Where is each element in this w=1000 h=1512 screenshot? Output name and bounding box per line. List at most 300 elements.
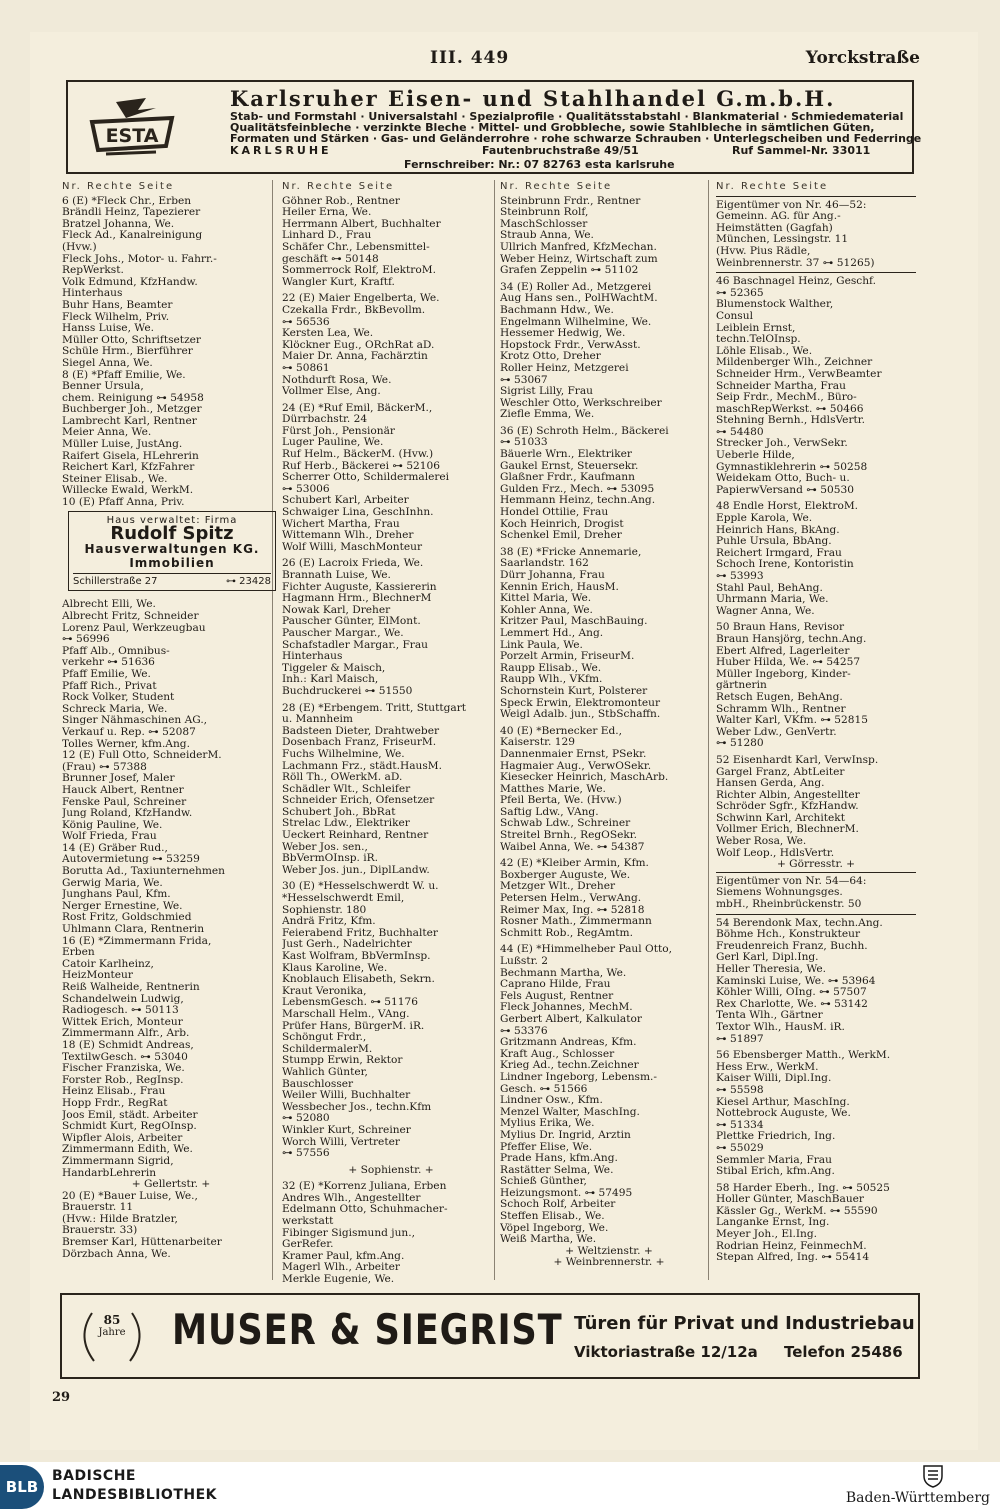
directory-entry: Schneider Erich, Ofensetzer [282,795,435,807]
directory-entry: Sophienstr. 180 [282,904,367,916]
directory-entry: Schramm Wlh., Rentner [716,703,846,715]
directory-entry: Ueckert Reinhard, Rentner [282,830,429,842]
directory-entry: Rost Fritz, Goldschmied [62,912,192,924]
directory-entry: Wolf Leop., HdlsVertr. [716,847,835,859]
directory-entry: Mylius Erika, We. [500,1118,595,1130]
directory-entry: 20 (E) *Bauer Luise, We., [62,1190,198,1202]
directory-entry: Strecker Joh., VerwSekr. [716,438,848,450]
directory-entry: Fichter Auguste, Kassiererin [282,581,437,593]
directory-entry: Schieß Günther, [500,1176,587,1188]
directory-entry: Brauerstr. 11 [62,1202,134,1214]
directory-entry: Junghans Paul, Kfm. [62,889,171,901]
directory-entry: Schoch Irene, Kontoristin [716,559,854,571]
directory-entry: Reichert Irmgard, Frau [716,547,842,559]
directory-entry: Sigrist Lilly, Frau [500,386,594,398]
directory-entry: Fleck Wilhelm, Priv. [62,311,170,323]
directory-entry: Albrecht Elli, We. [62,599,156,611]
directory-entry: Schreck Maria, We. [62,703,168,715]
library-name-line1: BADISCHE [52,1468,136,1484]
directory-entry: werkstatt [282,1216,334,1228]
directory-entry: Pfaff Alb., Omnibus- [62,645,170,657]
directory-entry: Zimmermann Alfr., Arb. [62,1028,190,1040]
directory-entry: Ruf Helm., BäckerM. (Hvw.) [282,449,434,461]
directory-entry: Bremser Karl, Hüttenarbeiter [62,1237,222,1249]
directory-entry: Gritzmann Andreas, Kfm. [500,1037,637,1049]
directory-entry: ⊶ 51897 [716,1033,764,1045]
directory-entry: Speck Erwin, Elektromonteur [500,697,661,709]
directory-entry: Jung Roland, KfzHandw. [62,808,193,820]
directory-entry: König Pauline, We. [62,819,163,831]
directory-entry: Schneider Hrm., VerwBeamter [716,368,882,380]
directory-entry: Eigentümer von Nr. 46—52: [716,199,867,211]
anniversary-badge [72,1303,152,1369]
directory-entry: 56 Ebensberger Matth., WerkM. [716,1050,891,1062]
directory-entry: Schöngut Frdr., [282,1032,367,1044]
directory-entry: Seip Frdr., MechM., Büro- [716,392,857,404]
directory-entry: Bechmann Martha, We. [500,967,627,979]
directory-entry: Kaminski Luise, We. ⊶ 53964 [716,975,876,987]
directory-entry: Hess Erw., WerkM. [716,1061,819,1073]
directory-entry: LebensmGesch. ⊶ 51176 [282,997,418,1009]
directory-entry: Fischer Franziska, We. [62,1063,185,1075]
directory-entry: Andrä Fritz, Kfm. [282,916,376,928]
directory-entry: Eigentümer von Nr. 54—64: [716,875,867,887]
directory-entry: TextilwGesch. ⊶ 53040 [62,1051,188,1063]
directory-entry: Edelmann Otto, Schuhmacher- [282,1204,448,1216]
directory-entry: Böhme Hch., Konstrukteur [716,929,861,941]
hausverwaltung-phone: ⊶ 23428 [226,575,271,587]
blb-logo[interactable]: BLB [0,1465,44,1509]
directory-entry: Fels August, Rentner [500,990,614,1002]
directory-entry: ⊶ 55598 [716,1084,764,1096]
directory-entry: Heinrich Hans, BkAng. [716,524,840,536]
directory-entry: 24 (E) *Ruf Emil, BäckerM., [282,402,433,414]
directory-entry: Steffen Elisab., We. [500,1211,605,1223]
directory-entry: Schandelwein Ludwig, [62,993,184,1005]
directory-entry: 40 (E) *Bernecker Ed., [500,725,623,737]
directory-entry: Merkle Eugenie, We. [282,1274,395,1286]
directory-entry: Raupp Wlh., VKfm. [500,674,603,686]
directory-entry: Lindner Osw., Kfm. [500,1095,603,1107]
directory-entry: Heizungsmont. ⊶ 57495 [500,1187,633,1199]
directory-entry: Hansen Gerda, Ang. [716,778,825,790]
directory-entry: + Sophienstr. + [348,1164,434,1176]
directory-entry: Mylius Dr. Ingrid, Ärztin [500,1129,631,1141]
column-header: Nr. Rechte Seite [500,181,613,192]
ad-product-line: Stab- und Formstahl · Universalstahl · Spezialprofile · Qualitätsstabstahl · Blankmaterial · Schmiedematerial [230,110,904,123]
directory-entry: Fibinger Sigismund jun., [282,1227,415,1239]
directory-entry: Bauschlosser [282,1078,354,1090]
directory-entry: ⊶ 54480 [716,426,764,438]
directory-entry: Singer Nähmaschinen AG., [62,715,208,727]
ad-bottom-phone: Telefon 25486 [784,1343,903,1361]
directory-entry: Schubert Joh., BbRat [282,806,396,818]
directory-entry: Zimmermann Edith, We. [62,1144,193,1156]
directory-entry: Volk Edmund, KfzHandw. [62,276,198,288]
directory-entry: Kohler Anna, We. [500,604,593,616]
directory-entry: (Hvw. Pius Rädle, [716,245,811,257]
directory-entry: Zimmermann Sigrid, [62,1155,174,1167]
column-header: Nr. Rechte Seite [62,181,175,192]
directory-entry: Lindner Ingeborg, Lebensm.- [500,1071,657,1083]
directory-entry: Fenske Paul, Schreiner [62,796,187,808]
directory-entry: Retsch Eugen, BehAng. [716,691,843,703]
directory-entry: Saftig Ldw., VAng. [500,806,599,818]
directory-entry: 10 (E) Pfaff Anna, Priv. [62,497,185,509]
directory-entry: 58 Harder Eberh., Ing. ⊶ 50525 [716,1182,890,1194]
directory-entry: + Weinbrennerstr. + [553,1257,665,1269]
directory-entry: Tiggeler & Maisch, [282,662,386,674]
directory-entry: Freudenreich Franz, Buchh. [716,940,868,952]
hausverwaltung-name: Rudolf Spitz [110,523,234,545]
directory-entry: u. Mannheim [282,714,353,726]
directory-entry: Caprano Hilde, Frau [500,979,611,991]
directory-entry: Lambrecht Karl, Rentner [62,415,197,427]
directory-entry: ⊶ 50861 [282,362,330,374]
directory-entry: ⊶ 57556 [282,1148,330,1160]
directory-entry: Hauck Albert, Rentner [62,784,184,796]
directory-entry: Saarlandstr. 162 [500,558,589,570]
directory-entry: Epple Karola, We. [716,513,813,525]
directory-entry: Hemmann Heinz, techn.Ang. [500,495,656,507]
directory-entry: Puhle Ursula, BbAng. [716,536,832,548]
directory-entry: 34 (E) Roller Ad., Metzgerei [500,281,652,293]
directory-entry: Vöpel Ingeborg, We. [500,1222,609,1234]
directory-column-4 [716,181,916,1264]
directory-entry: Badsteen Dieter, Drahtweber [282,725,440,737]
directory-column-3 [500,181,718,1269]
directory-entry: ⊶ 55029 [716,1142,764,1154]
ad-company-title: Karlsruher Eisen- und Stahlhandel G.m.b.H. [230,86,836,111]
directory-entry: Weschler Otto, Werkschreiber [500,397,662,409]
directory-entry: Schubert Karl, Arbeiter [282,495,409,507]
directory-entry: Heinz Elisab., Frau [62,1086,166,1098]
directory-entry: 54 Berendonk Max, techn.Ang. [716,917,883,929]
directory-entry: Fleck Johs., Motor- u. Fahrr.- [62,253,217,265]
anniversary-label: Jahre [98,1327,126,1338]
directory-entry: Brändli Heinz, Tapezierer [62,207,201,219]
directory-entry: Hinterhaus [62,288,123,300]
directory-entry: Rex Charlotte, We. ⊶ 53142 [716,998,868,1010]
directory-entry: Textor Wlh., HausM. iR. [716,1021,845,1033]
directory-entry: Dürrbachstr. 24 [282,414,368,426]
directory-entry: Willecke Ewald, WerkM. [62,485,194,497]
directory-entry: Pfeil Berta, We. (Hvw.) [500,795,622,807]
directory-entry: Brannath Luise, We. [282,570,391,581]
directory-entry: ⊶ 51033 [500,437,548,449]
directory-entry: Reimer Max, Ing. ⊶ 52818 [500,904,645,916]
directory-entry: Hopp Frdr., RegRat [62,1097,168,1109]
directory-entry: Winkler Kurt, Schreiner [282,1124,411,1136]
directory-entry: Hopstock Frdr., VerwAsst. [500,339,641,351]
directory-entry: Ueberle Hilde, [716,450,795,462]
directory-entry: Lachmann Frz., städt.HausM. [282,760,443,772]
directory-entry: 14 (E) Gräber Rud., [62,842,168,854]
directory-entry: Heller Theresia, We. [716,964,827,975]
directory-entry: Sommerrock Rolf, ElektroM. [282,265,436,277]
directory-entry: Czekalla Frdr., BkBevollm. [282,304,426,316]
directory-entry: Knoblauch Elisabeth, Sekrn. [282,974,435,986]
directory-entry: Steinbrunn Frdr., Rentner [500,195,641,207]
directory-entry: München, Lessingstr. 11 [716,234,849,246]
directory-entry: Schröder Sgfr., KfzHandw. [716,801,859,813]
directory-entry: Müller Otto, Schriftsetzer [62,334,201,346]
directory-entry: techn.TelOInsp. [716,334,801,346]
page-header-street: Yorckstraße [805,48,920,68]
ad-telex: Fernschreiber: Nr.: 07 82763 esta karlsruhe [404,158,675,171]
owner-notice [716,196,916,274]
directory-entry: Glaßner Frdr., Kaufmann [500,472,635,484]
directory-entry: (Hvw.: Hilde Bratzler, [62,1213,178,1225]
directory-entry: 36 (E) Schroth Helm., Bäckerei [500,425,669,437]
directory-entry: Weber Ldw., GenVertr. [716,726,837,738]
directory-entry: Metzger Wlt., Dreher [500,881,616,893]
directory-entry: Tolles Werner, kfm.Ang. [62,738,190,750]
directory-entry: Kiesel Arthur, MaschIng. [716,1096,850,1108]
directory-entry: Ebert Alfred, Lagerleiter [716,645,850,657]
ad-address: Fautenbruchstraße 49/51 [482,144,639,157]
hausverwaltung-line2: Immobilien [129,555,215,570]
directory-entry: Langanke Ernst, Ing. [716,1217,830,1229]
directory-entry: Krotz Otto, Dreher [500,351,601,363]
directory-entry: Weidekam Otto, Buch- u. [716,473,850,485]
directory-entry: Link Paula, We. [500,639,583,651]
directory-entry: + Görresstr. + [776,859,856,871]
directory-entry: Bratzel Johanna, We. [62,218,175,230]
directory-entry: Menzel Walter, MaschIng. [500,1106,640,1118]
directory-entry: Kersten Lea, We. [282,328,374,340]
directory-entry: Pfaff Rich., Privat [62,680,157,692]
directory-entry: Steiner Elisab., We. [62,473,168,485]
directory-entry: Siemens Wohnungsges. [716,887,843,899]
directory-entry: Huber Hilda, We. ⊶ 54257 [716,657,861,669]
directory-entry: Gerl Karl, Dipl.Ing. [716,952,819,964]
directory-entry: Reichert Karl, KfzFahrer [62,462,195,474]
entries-3 [500,196,718,1269]
directory-entry: Rock Volker, Student [62,692,175,704]
directory-entry: Köhler Willi, OIng. ⊶ 57507 [716,987,867,999]
directory-entry: Wittemann Wlh., Dreher [282,530,414,542]
directory-entry: Vollmer Erich, BlechnerM. [716,824,859,836]
hausverwaltung-label: Haus verwaltet: Firma [106,514,238,526]
directory-entry: PapierwVersand ⊶ 50530 [716,484,854,496]
entries-1b [62,599,280,1260]
directory-entry: Hondel Ottilie, Frau [500,507,609,519]
directory-entry: Weiler Willi, Buchhalter [282,1090,411,1102]
directory-entry: 6 (E) *Fleck Chr., Erben [62,195,192,207]
directory-entry: Wichert Martha, Frau [282,518,400,530]
directory-entry: ⊶ 51280 [716,738,764,750]
directory-entry: Gesch. ⊶ 51566 [500,1083,588,1095]
directory-entry: 12 (E) Full Otto, SchneiderM. [62,750,222,762]
directory-entry: 22 (E) Maier Engelberta, We. [282,293,440,305]
directory-entry: ⊶ 51334 [716,1119,764,1131]
directory-entry: Richter Albin, Angestellter [716,789,860,801]
directory-entry: 30 (E) *Hesselschwerdt W. u. [282,881,439,893]
ad-city: KARLSRUHE [230,144,332,157]
directory-entry: Blumenstock Walther, [716,299,834,311]
directory-entry: Schoch Rolf, Arbeiter [500,1199,616,1211]
directory-entry: Schädler Wlt., Schleifer [282,783,411,795]
directory-entry: Müller Ingeborg, Kinder- [716,668,851,680]
directory-entry: Wessbecher Jos., techn.Kfm [282,1101,432,1113]
directory-entry: Autovermietung ⊶ 53259 [62,854,200,866]
region-label: Baden-Württemberg [845,1490,990,1506]
directory-entry: Pauscher Günter, ElMont. [282,616,421,628]
directory-entry: Mildenberger Wlh., Zeichner [716,357,873,369]
directory-entry: Albrecht Fritz, Schneider [62,611,199,622]
directory-entry: Schenkel Emil, Dreher [500,530,622,542]
directory-entry: Rastätter Selma, We. [500,1164,614,1176]
directory-entry: Walter Karl, VKfm. ⊶ 52815 [716,715,868,727]
directory-entry: Hanss Luise, We. [62,323,154,335]
hausverwaltung-line1: Hausverwaltungen KG. [84,541,260,556]
directory-entry: Kässler Gg., WerkM. ⊶ 55590 [716,1205,878,1217]
directory-entry: 8 (E) *Pfaff Emilie, We. [62,369,186,381]
hausverwaltung-address: Schillerstraße 27 [73,575,158,587]
directory-entry: Erben [62,947,95,959]
directory-entry: Porzelt Armin, FriseurM. [500,651,635,663]
esta-logo-icon [86,96,178,162]
directory-entry: Marschall Helm., VAng. [282,1008,410,1020]
directory-entry: mbH., Rheinbrückenstr. 50 [716,899,862,911]
directory-entry: Stibal Erich, kfm.Ang. [716,1166,835,1178]
page-footer-number: 29 [52,1390,71,1405]
directory-entry: Semmler Maria, Frau [716,1154,832,1166]
directory-entry: ⊶ 52080 [282,1113,330,1125]
directory-entry: Schüle Hrm., Bierführer [62,346,193,358]
directory-entry: 38 (E) *Fricke Annemarie, [500,546,642,558]
directory-entry: Maier Dr. Anna, Fachärztin [282,351,428,363]
directory-entry: Kaiserstr. 129 [500,737,575,749]
directory-entry: Schornstein Kurt, Polsterer [500,685,648,697]
directory-entry: chem. Reinigung ⊶ 54958 [62,392,204,404]
directory-entry: Braun Hansjörg, techn.Ang. [716,633,867,645]
directory-entry: Magerl Wlh., Arbeiter [282,1262,400,1274]
library-footer [0,1462,1000,1512]
entries-4a [716,276,916,871]
directory-entry: Ziefle Emma, We. [500,409,595,421]
directory-entry: Borutta Ad., Taxiunternehmen [62,866,225,878]
directory-entry: Kennin Erich, HausM. [500,581,619,593]
directory-entry: Brunner Josef, Maler [62,773,175,785]
directory-entry: Wahlich Günter, [282,1066,368,1078]
ad-product-line: Formaten und Stärken · Gas- und Geländerrohre · rohe schwarze Schrauben · Unterlegscheiben und Federringe [230,132,922,145]
directory-entry: Pfaff Emilie, We. [62,668,151,680]
directory-entry: Boxberger Auguste, We. [500,869,631,881]
directory-entry: Bäuerle Wrn., Elektriker [500,449,632,461]
ad-bottom-tagline: Türen für Privat und Industriebau [574,1313,915,1334]
directory-entry: Andres Wlh., Angestellter [282,1192,421,1204]
directory-entry: BbVermOInsp. iR. [282,853,379,865]
directory-entry: Kramer Paul, kfm.Ang. [282,1250,405,1262]
directory-entry: Kraft Aug., Schlosser [500,1048,615,1060]
ad-product-line: Qualitätsfeinbleche · verzinkte Bleche · Mittel- und Grobbleche, sowie Stahlbleche in sämtlichen Güten, [230,121,875,134]
directory-entry: Weinbrennerstr. 37 ⊶ 51265) [716,257,875,269]
directory-entry: Kraut Veronika, [282,985,367,997]
directory-entry: + Weltzienstr. + [565,1245,653,1257]
directory-entry: (Hvw.) [62,241,97,253]
directory-entry: Lorenz Paul, Werkzeugbau [62,622,206,634]
directory-entry: Schwaiger Lina, GeschInhn. [282,507,434,519]
directory-entry: 16 (E) *Zimmermann Frida, [62,935,212,947]
directory-entry: 50 Braun Hans, Revisor [716,622,845,634]
directory-entry: Joos Emil, städt. Arbeiter [62,1109,198,1121]
directory-entry: Lemmert Hd., Ang. [500,627,604,639]
directory-entry: Consul [716,310,753,322]
directory-entry: Pauscher Margar., We. [282,627,404,639]
directory-entry: ⊶ 52365 [716,287,764,299]
page-header-number: III. 449 [430,48,510,68]
directory-entry: HandarbLehrerin [62,1167,157,1179]
directory-entry: Gaukel Ernst, Steuersekr. [500,460,639,472]
directory-entry: Scherrer Otto, Schildermalerei [282,472,450,484]
directory-entry: *Hesselschwerdt Emil, [282,893,405,905]
directory-entry: Herrmann Albert, Buchhalter [282,218,441,230]
directory-entry: Nothdurft Rosa, We. [282,374,392,386]
directory-entry: Dörzbach Anna, We. [62,1248,171,1260]
directory-entry: Steinbrunn Rolf, [500,207,589,219]
directory-entry: Fleck Johannes, MechM. [500,1002,633,1014]
directory-entry: Vollmer Else, Ang. [282,386,381,398]
directory-entry: Kiesecker Heinrich, MaschArb. [500,772,669,784]
directory-entry: Siegel Anna, We. [62,357,153,369]
directory-entry: Bachmann Hdw., We. [500,304,614,316]
directory-entry: Uhlmann Clara, Rentnerin [62,924,205,936]
anniversary-number: 85 [103,1313,121,1327]
directory-entry: Weber Heinz, Wirtschaft zum [500,253,658,265]
directory-entry: Wagner Anna, We. [716,605,815,617]
directory-entry: Leiblein Ernst, [716,322,796,334]
directory-entry: Inh.: Karl Maisch, [282,674,379,686]
directory-entry: Petersen Helm., VerwAng. [500,893,642,905]
directory-entry: 42 (E) *Kleiber Armin, Kfm. [500,858,649,870]
directory-entry: Gulden Frz., Mech. ⊶ 53095 [500,483,655,495]
directory-entry: ⊶ 53067 [500,374,548,386]
directory-column-2 [282,181,500,1286]
directory-entry: Rosner Math., Zimmermann [500,916,652,928]
directory-entry: Kaiser Willi, Dipl.Ing. [716,1073,832,1085]
directory-entry: geschäft ⊶ 50148 [282,253,379,265]
directory-entry: Roller Heinz, Metzgerei [500,362,629,374]
directory-entry: Kritzer Paul, MaschBauing. [500,616,648,628]
directory-entry: Wipfler Alois, Arbeiter [62,1132,183,1144]
directory-entry: Fleck Ad., Kanalreinigung [62,230,203,242]
directory-entry: Schafstadler Margar., Frau [282,639,429,651]
library-name [52,1467,217,1505]
directory-entry: HeizMonteur [62,970,133,982]
directory-entry: (Frau) ⊶ 57388 [62,761,147,773]
esta-logo-text: ESTA [105,125,159,147]
directory-entry: ⊶ 53006 [282,483,330,495]
directory-entry: 32 (E) *Korrenz Juliana, Erben [282,1181,447,1193]
hausverwaltung-box [68,511,276,592]
directory-entry: verkehr ⊶ 51636 [62,657,155,669]
directory-entry: Weber Rosa, We. [716,836,807,848]
directory-entry: Weber Jos. sen., [282,841,368,853]
directory-entry: Schneider Martha, Frau [716,380,846,392]
directory-entry: Verkauf u. Rep. ⊶ 52087 [62,726,196,738]
directory-entry: Meyer Joh., El.Ing. [716,1229,817,1241]
directory-entry: Forster Rob., RegInsp. [62,1074,184,1086]
directory-entry: Holler Günter, MaschBauer [716,1194,864,1206]
directory-entry: Schwab Ldw., Schreiner [500,818,631,830]
directory-entry: Gymnastiklehrerin ⊶ 50258 [716,461,868,473]
directory-entry: 48 Endle Horst, ElektroM. [716,501,859,513]
directory-entry: Linhard D., Frau [282,230,372,242]
directory-entry: Radiogesch. ⊶ 50113 [62,1005,179,1017]
directory-entry: Raupp Elisab., We. [500,662,602,674]
